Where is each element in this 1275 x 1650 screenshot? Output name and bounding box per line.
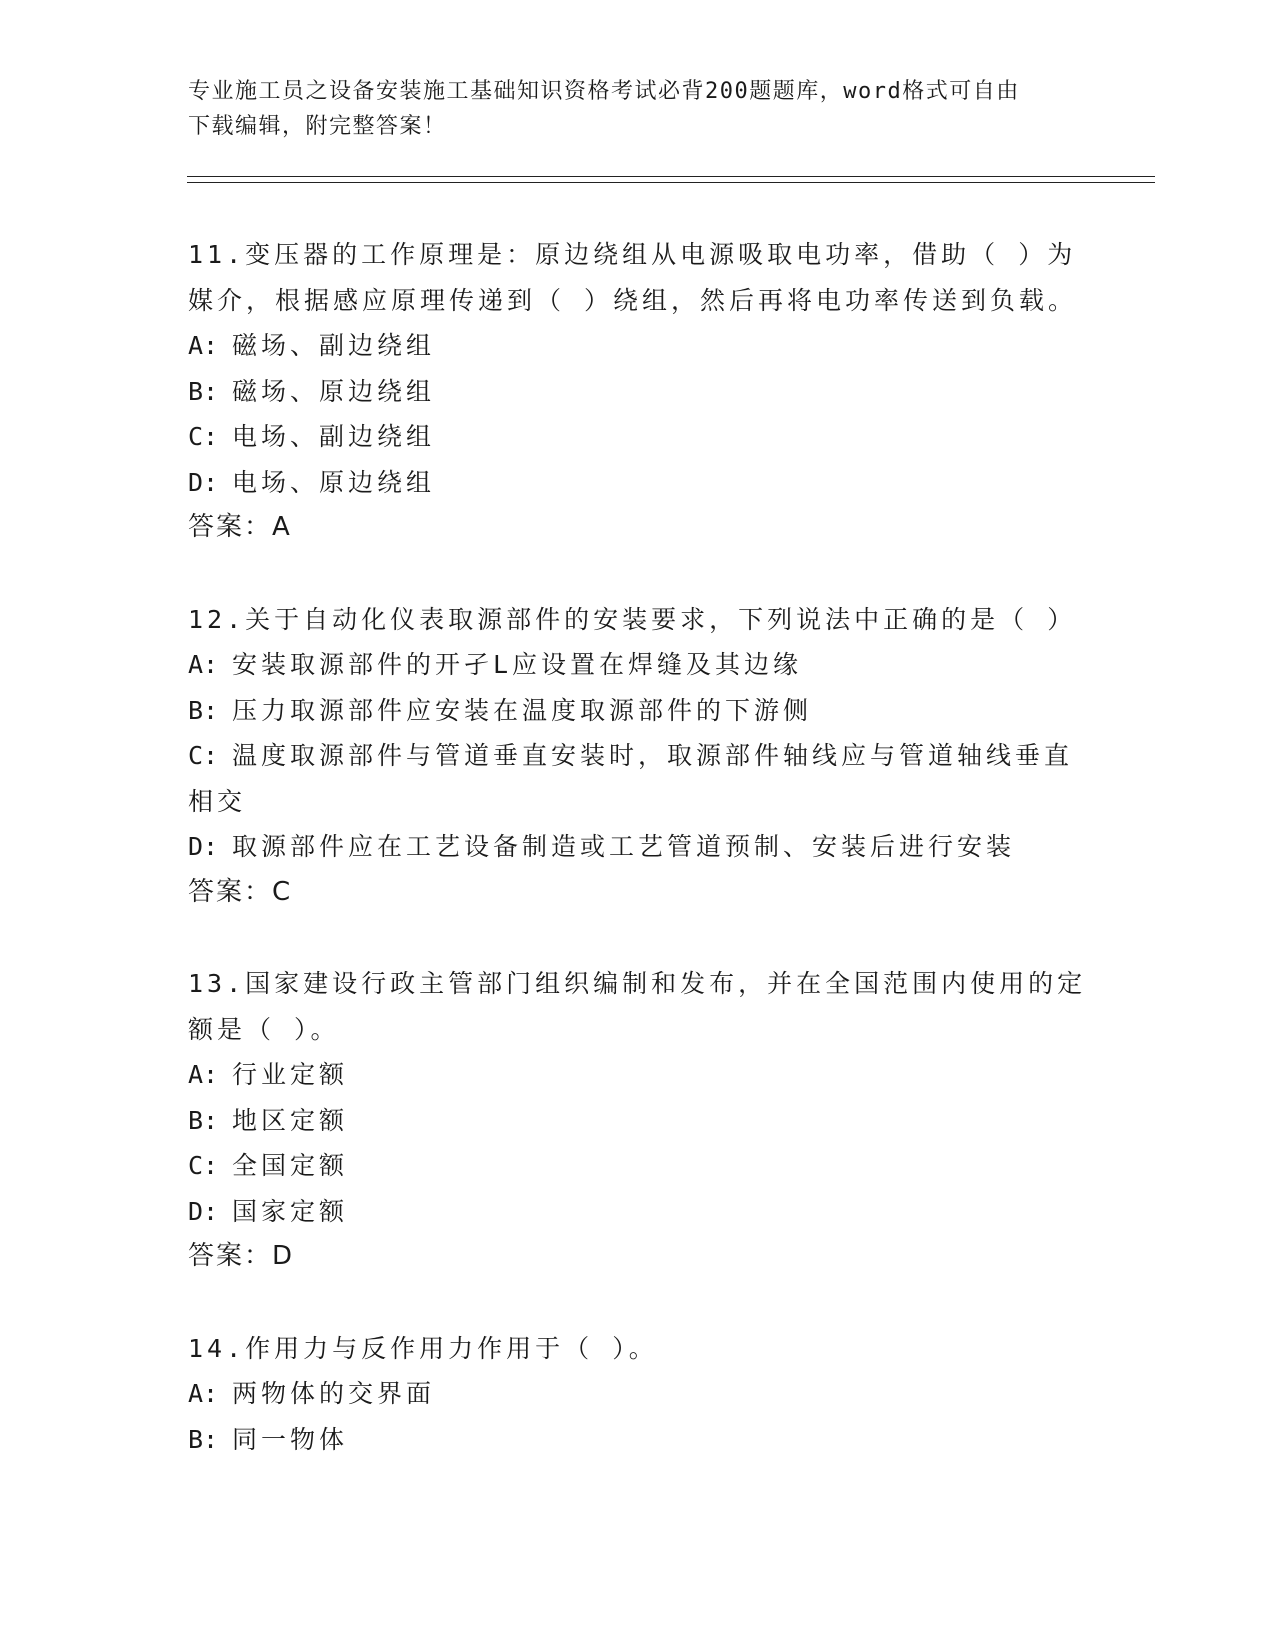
option-letter: D:: [188, 1196, 219, 1226]
option-letter: C:: [188, 422, 219, 451]
document-header: [188, 74, 1068, 144]
option-text: 压力取源部件应安装在温度取源部件的下游侧: [232, 695, 813, 725]
option-letter: D:: [188, 832, 219, 861]
header-rule-top: [187, 176, 1155, 177]
answer-line: 答案：D: [188, 1241, 295, 1271]
option-d: [188, 824, 1088, 870]
answer-line: 答案：C: [188, 876, 293, 907]
question-12: [188, 597, 1088, 916]
option-c-continuation: 相交: [188, 786, 247, 816]
question-text-line: 额是（ ）。: [188, 1014, 340, 1044]
header-line-2: 下载编辑，附完整答案！: [188, 114, 447, 139]
option-text: 温度取源部件与管道垂直安装时，取源部件轴线应与管道轴线垂直: [232, 741, 1074, 770]
question-text-line: 12.关于自动化仪表取源部件的安装要求，下列说法中正确的是（ ）: [188, 604, 1077, 634]
option-letter: A:: [188, 1060, 219, 1089]
option-letter: B:: [188, 376, 219, 406]
question-11: [188, 232, 1088, 551]
option-b: [188, 1098, 1088, 1144]
option-letter: B:: [188, 1424, 219, 1454]
option-text: 同一物体: [232, 1424, 349, 1454]
option-d: [188, 1189, 1088, 1235]
question-13: [188, 961, 1088, 1280]
option-b: [188, 688, 1088, 734]
option-c: [188, 414, 1088, 460]
option-text: 电场、副边绕组: [232, 422, 436, 451]
option-text: 行业定额: [232, 1060, 349, 1089]
option-letter: C:: [188, 1151, 219, 1180]
option-c: [188, 733, 1088, 779]
option-a: [188, 323, 1088, 369]
question-list: [188, 232, 1088, 1462]
question-text-line: 14.作用力与反作用力作用于（ ）。: [188, 1333, 658, 1363]
option-text: 磁场、副边绕组: [232, 331, 436, 360]
option-letter: B:: [188, 1105, 219, 1135]
option-text: 电场、原边绕组: [232, 467, 436, 497]
question-14: [188, 1326, 1088, 1463]
option-letter: C:: [188, 741, 219, 770]
option-c: [188, 1143, 1088, 1189]
question-text-line: 11.变压器的工作原理是：原边绕组从电源吸取电功率，借助（ ）为: [188, 240, 1077, 269]
option-letter: D:: [188, 467, 219, 497]
option-text: 取源部件应在工艺设备制造或工艺管道预制、安装后进行安装: [232, 832, 1016, 861]
spacer: [188, 915, 1088, 961]
option-a: [188, 1052, 1088, 1098]
question-text-line: 13.国家建设行政主管部门组织编制和发布，并在全国范围内使用的定: [188, 969, 1087, 998]
option-letter: A:: [188, 650, 219, 679]
option-b: [188, 369, 1088, 415]
header-rule-bottom: [187, 182, 1155, 183]
option-d: [188, 460, 1088, 506]
option-b: [188, 1417, 1088, 1463]
option-text: 国家定额: [232, 1196, 349, 1226]
option-letter: A:: [188, 331, 219, 360]
option-text: 安装取源部件的开孑L应设置在焊缝及其边缘: [232, 650, 803, 679]
option-letter: A:: [188, 1379, 219, 1408]
option-text: 全国定额: [232, 1151, 349, 1180]
header-line-1: 专业施工员之设备安装施工基础知识资格考试必背200题题库，word格式可自由: [188, 79, 1020, 104]
answer-line: 答案：A: [188, 512, 292, 542]
option-text: 两物体的交界面: [232, 1379, 436, 1408]
option-text: 地区定额: [232, 1105, 349, 1135]
option-a: [188, 642, 1088, 688]
option-letter: B:: [188, 695, 219, 725]
spacer: [188, 1280, 1088, 1326]
question-text-line: 媒介，根据感应原理传递到（ ）绕组，然后再将电功率传送到负载。: [188, 285, 1078, 315]
option-text: 磁场、原边绕组: [232, 376, 436, 406]
spacer: [188, 551, 1088, 597]
option-a: [188, 1371, 1088, 1417]
